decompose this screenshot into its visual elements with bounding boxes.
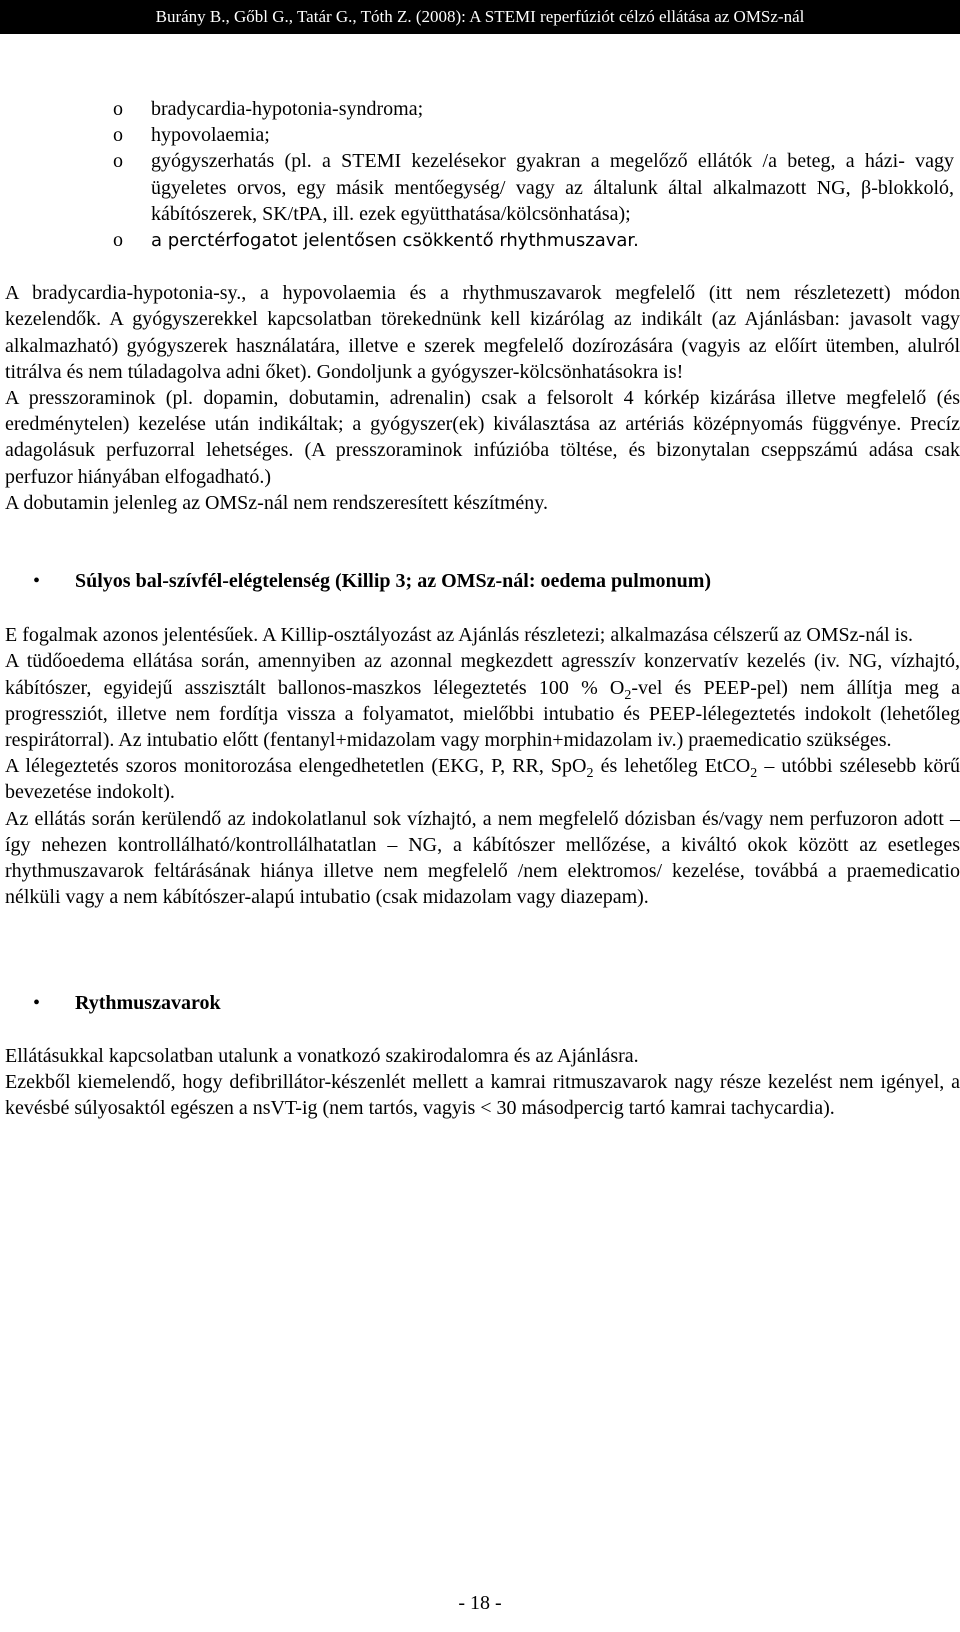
- list-item: [5, 96, 960, 122]
- list-item: [5, 227, 960, 254]
- section-heading: [5, 568, 960, 594]
- paragraph: A lélegeztetés szoros monitorozása elengedhetetlen (EKG, P, RR, SpO$_2$ és lehetőleg EtCO$_2$ – utóbbi szélesebb körű bevezetése indokolt).: [5, 755, 960, 804]
- paragraph: A tüdőoedema ellátása során, amennyiben az azonnal megkezdett agresszív konzervatív kezelés (iv. NG, vízhajtó, kábítószer, egyidejű asszisztált ballonos-maszkos lélegeztetés 100 % $O_2$-vel és PEEP-pel) nem állítja meg a progressziót, illetve nem fordítja vissza a folyamatot, mielőbbi intubatio és PEEP-lélegeztetés indokolt (lehetőleg respirátorral). Az intubatio előtt (fentanyl+midazolam vagy morphin+midazolam iv.) praemedicatio szükséges.: [5, 650, 960, 752]
- paragraph: A bradycardia-hypotonia-sy., a hypovolaemia és a rhythmuszavarok megfelelő (itt nem részletezett) módon kezelendők. A gyógyszerekkel kapcsolatban törekednünk kell kizárólag az indikált (az Ajánlásban: javasolt vagy alkalmazható) gyógyszerek használatára, illetve e szerek megfelelő dozírozására (vagyis az előírt ütemben, alulról titrálva és nem túladagolva adni őket). Gondoljunk a gyógyszer-kölcsönhatásokra is!: [5, 282, 960, 383]
- page-body: [5, 96, 960, 1121]
- list-item: [5, 148, 960, 227]
- paragraph: A dobutamin jelenleg az OMSz-nál nem rendszeresített készítmény.: [5, 491, 548, 514]
- list-marker: o: [113, 124, 123, 147]
- list-item-text: hypovolaemia;: [151, 124, 270, 147]
- bullet-icon: •: [33, 570, 41, 593]
- running-header-text: Burány B., Gőbl G., Tatár G., Tóth Z. (2008): A STEMI reperfúziót célzó ellátása az OMSz-nál: [155, 7, 805, 26]
- page-number: - 18 -: [458, 1592, 502, 1614]
- bullet-icon: •: [33, 992, 41, 1015]
- paragraph: A presszoraminok (pl. dopamin, dobutamin, adrenalin) csak a felsorolt 4 kórkép kizárása illetve megfelelő (és eredménytelen) kezelése után indikáltak; a gyógyszer(ek) kiválasztása az artériás középnyomás függvénye. Precíz adagolásuk perfuzorral lehetséges. (A presszoraminok infúzióba töltése, és bizonytalan cseppszámú adása csak perfuzor hiányában elfogadható.): [5, 387, 960, 488]
- list-item: [5, 122, 960, 148]
- list-item-text: gyógyszerhatás (pl. a STEMI kezelésekor gyakran a megelőző ellátók /a beteg, a házi- vagy ügyeletes orvos, egy másik mentőegység/ vagy az általunk által alkalmazott NG, β-blokkoló, kábítószerek, SK/tPA, ill. ezek együtthatása/kölcsönhatása);: [151, 150, 954, 225]
- cause-list: [5, 96, 960, 254]
- list-marker: o: [113, 229, 123, 252]
- list-marker: o: [113, 150, 123, 173]
- list-marker: o: [113, 98, 123, 120]
- list-item-text: bradycardia-hypotonia-syndroma;: [151, 98, 424, 120]
- list-item-text: a perctérfogatot jelentősen csökkentő rhythmuszavar.: [151, 230, 639, 252]
- paragraph: Ellátásukkal kapcsolatban utalunk a vonatkozó szakirodalomra és az Ajánlásra.: [5, 1044, 639, 1067]
- paragraph: Ezekből kiemelendő, hogy defibrillátor-készenlét mellett a kamrai ritmuszavarok nagy része kezelést nem igényel, a kevésbé súlyosaktól egészen a nsVT-ig (nem tartós, vagyis < 30 másodpercig tartó kamrai tachycardia).: [5, 1070, 960, 1120]
- running-header: [0, 0, 960, 34]
- section-title: Súlyos bal-szívfél-elégtelenség (Killip 3; az OMSz-nál: oedema pulmonum): [75, 570, 712, 593]
- section-title: Rythmuszavarok: [75, 992, 221, 1015]
- section-heading: [5, 990, 960, 1016]
- paragraph: Az ellátás során kerülendő az indokolatlanul sok vízhajtó, a nem megfelelő dózisban és/vagy nem perfuzoron adott – így nehezen kontrollálható/kontrollálhatatlan – NG, a kábítószer mellőzése, a kiváltó okok között az esetleges rhythmuszavarok feltárásának hiánya illetve nem megfelelő /nem elektromos/ kezelése, továbbá a praemedicatio nélküli vagy a nem kábítószer-alapú intubatio (csak midazolam vagy diazepam).: [5, 807, 960, 909]
- paragraph: E fogalmak azonos jelentésűek. A Killip-osztályozást az Ajánlás részletezi; alkalmazása célszerű az OMSz-nál is.: [5, 624, 913, 647]
